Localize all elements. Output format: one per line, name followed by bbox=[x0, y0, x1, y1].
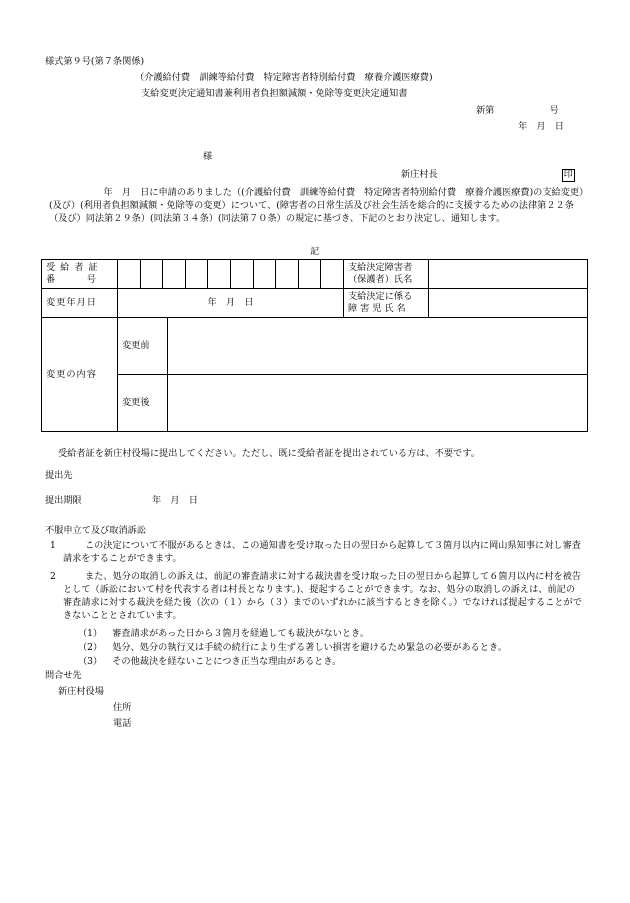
deadline-value: 年 月 日 bbox=[152, 495, 198, 506]
sub-item: （3） その他裁決を経ないことにつき正当な理由があるとき。 bbox=[78, 656, 342, 667]
appeal-1-text: この決定について不服があるときは、この通知書を受け取った日の翌日から起算して３箇月以内に岡山県知事に対し審査請求をすることができます。 bbox=[63, 540, 581, 564]
submit-to-label: 提出先 bbox=[45, 470, 73, 481]
recipient-number-label: 受 給 者 証 番 号 bbox=[42, 260, 118, 289]
issuer bbox=[401, 168, 575, 182]
after-field[interactable] bbox=[168, 375, 588, 432]
change-date-label: 変更年月日 bbox=[42, 289, 118, 318]
table-row bbox=[42, 375, 588, 432]
child-name-label: 支給決定に係る 障 害 児 氏 名 bbox=[344, 289, 429, 318]
before-field[interactable] bbox=[168, 318, 588, 375]
title-line-1: （介護給付費 訓練等給付費 特定障害者特別給付費 療養介護医療費) bbox=[135, 72, 433, 83]
appeal-title: 不服申立て及び取消訴訟 bbox=[45, 525, 147, 536]
after-label: 変更後 bbox=[118, 375, 168, 432]
before-label: 変更前 bbox=[118, 318, 168, 375]
sub-item: （1） 審査請求があった日から３箇月を経過しても裁決がないとき。 bbox=[78, 628, 370, 639]
document-number: 新第 号 bbox=[476, 105, 559, 116]
appeal-2-text: また、処分の取消しの訴えは、前記の審査請求に対する裁決書を受け取った日の翌日から起算して６箇月以内に村を被告として（訴訟において村を代表する者は村長となります。)、提起することができます。なお、処分の取消しの訴えは、前記の審査請求に対する裁決を経た後（次の（１）から（３）までのいずれかに該当するときを除く。）でなければ提起することができないこととされています。 bbox=[63, 571, 582, 621]
guardian-name-label: 支給決定障害者 （保護者）氏名 bbox=[344, 260, 429, 289]
guardian-name-field[interactable] bbox=[429, 260, 588, 289]
seal-mark: 印 bbox=[563, 170, 573, 180]
appeal-2-number: 2 bbox=[50, 571, 56, 582]
table-row bbox=[42, 318, 588, 375]
child-name-field[interactable] bbox=[429, 289, 588, 318]
issuer-name: 新庄村長 bbox=[401, 169, 438, 180]
document-date: 年 月 日 bbox=[518, 121, 564, 132]
title-line-2: 支給変更決定通知書兼利用者負担額減額・免除等変更決定通知書 bbox=[141, 88, 408, 99]
table-row bbox=[42, 260, 588, 289]
inquiry-title: 問合せ先 bbox=[45, 670, 82, 681]
addressee-suffix: 様 bbox=[203, 151, 213, 162]
change-content-label: 変更の内容 bbox=[42, 318, 118, 432]
appeal-1-number: 1 bbox=[50, 540, 56, 551]
deadline-label: 提出期限 bbox=[45, 495, 82, 506]
ki-label: 記 bbox=[310, 246, 320, 257]
phone-label: 電話 bbox=[113, 718, 132, 729]
form-number: 様式第９号(第７条関係) bbox=[45, 56, 145, 67]
body-text: 年 月 日に申請のありました（(介護給付費 訓練等給付費 特定障害者特別給付費 療養介護医療費)の支給変更）(及び）(利用者負担額減額・免除等の変更）について、(障害者の日常生活及び社会生活を総合的に支援するための法律第２２条（及び）同法第２９条）(同法第３４条）(同法第７０条）の規定に基づき、下記のとおり決定し、通知します。 bbox=[49, 187, 584, 224]
table-row bbox=[42, 289, 588, 318]
change-date-value[interactable]: 年 月 日 bbox=[118, 289, 344, 318]
decision-table bbox=[41, 259, 588, 432]
submit-notice: 受給者証を新庄村役場に提出してください。ただし、既に受給者証を提出されている方は、不要です。 bbox=[58, 448, 480, 459]
inquiry-office: 新庄村役場 bbox=[58, 686, 104, 697]
recipient-number-boxes[interactable] bbox=[118, 260, 344, 289]
sub-item: （2） 処分、処分の執行又は手続の続行により生ずる著しい損害を避けるため緊急の必要があるとき。 bbox=[78, 642, 507, 653]
address-label: 住所 bbox=[113, 702, 132, 713]
